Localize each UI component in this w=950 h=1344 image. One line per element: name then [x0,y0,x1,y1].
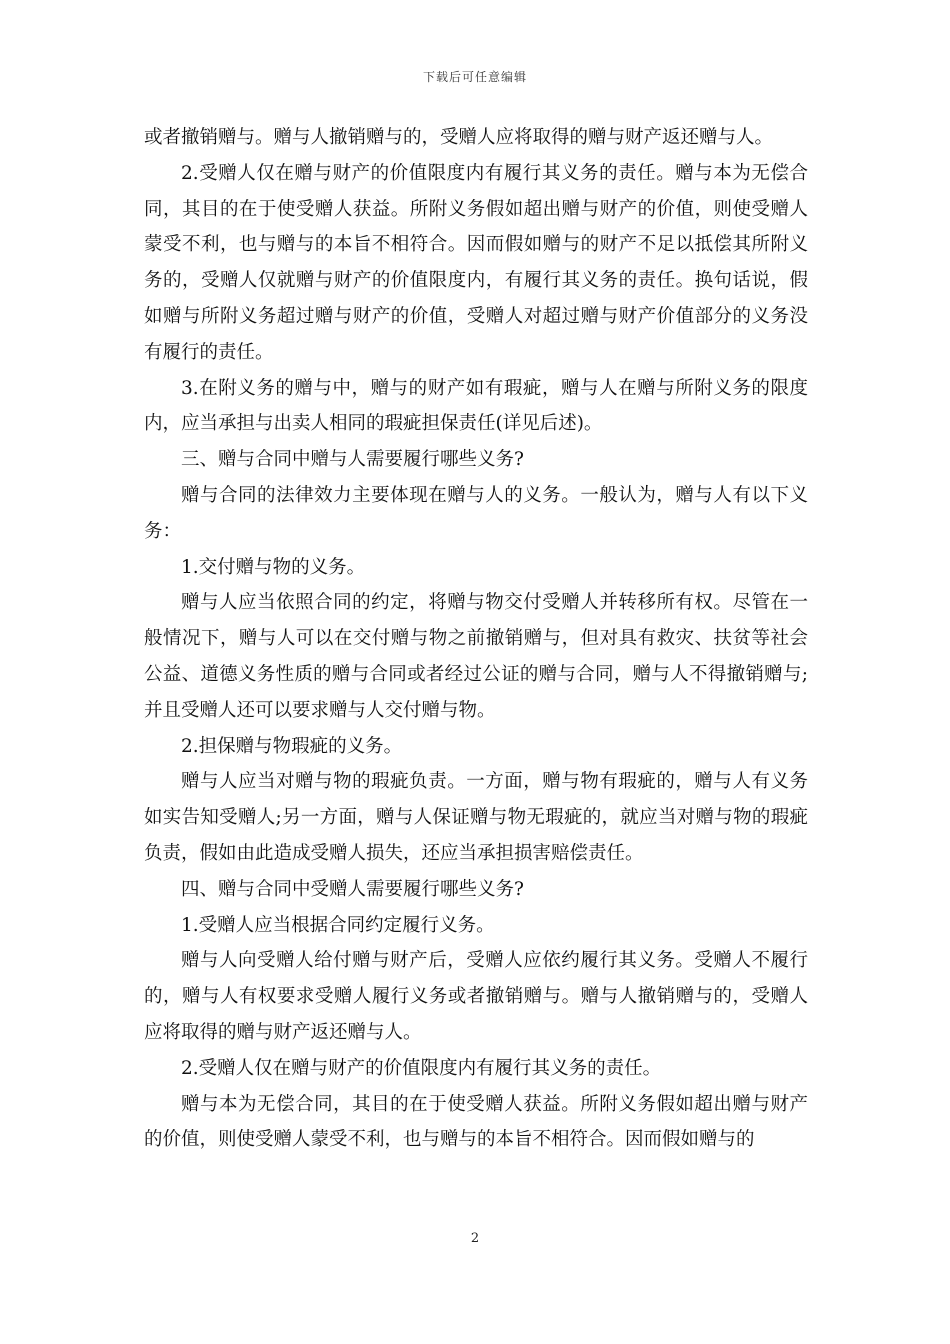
paragraph: 赠与本为无偿合同，其目的在于使受赠人获益。所附义务假如超出赠与财产的价值，则使受赠人蒙受不利，也与赠与的本旨不相符合。因而假如赠与的 [144,1093,808,1151]
list-item-heading: 1.受赠人应当根据合同约定履行义务。 [181,914,495,936]
paragraph: 赠与合同的法律效力主要体现在赠与人的义务。一般认为，赠与人有以下义务： [144,484,808,542]
page-number: 2 [470,1231,480,1246]
paragraph: 赠与人应当对赠与物的瑕疵负责。一方面，赠与物有瑕疵的，赠与人有义务如实告知受赠人;另一方面，赠与人保证赠与物无瑕疵的，就应当对赠与物的瑕疵负责，假如由此造成受赠人损失，还应当承担损害赔偿责任。 [144,771,808,864]
section-heading: 三、赠与合同中赠与人需要履行哪些义务? [181,449,524,471]
paragraph: 2.受赠人仅在赠与财产的价值限度内有履行其义务的责任。赠与本为无偿合同，其目的在于使受赠人获益。所附义务假如超出赠与财产的价值，则使受赠人蒙受不利，也与赠与的本旨不相符合。因而假如赠与的财产不足以抵偿其所附义务的，受赠人仅就赠与财产的价值限度内，有履行其义务的责任。换句话说，假如赠与所附义务超过赠与财产的价值，受赠人对超过赠与财产价值部分的义务没有履行的责任。 [144,162,808,363]
list-item-heading: 1.交付赠与物的义务。 [181,556,366,578]
paragraph: 或者撤销赠与。赠与人撤销赠与的，受赠人应将取得的赠与财产返还赠与人。 [144,127,774,148]
list-item-heading: 2.担保赠与物瑕疵的义务。 [181,735,403,757]
section-heading: 四、赠与合同中受赠人需要履行哪些义务? [181,878,524,900]
page-header: 下载后可任意编辑 [422,70,527,84]
paragraph: 赠与人应当依照合同的约定，将赠与物交付受赠人并转移所有权。尽管在一般情况下，赠与人可以在交付赠与物之前撤销赠与，但对具有救灾、扶贫等社会公益、道德义务性质的赠与合同或者经过公证的赠与合同，赠与人不得撤销赠与;并且受赠人还可以要求赠与人交付赠与物。 [144,592,808,721]
document-body [144,120,808,1158]
list-item-heading: 2.受赠人仅在赠与财产的价值限度内有履行其义务的责任。 [181,1057,662,1079]
paragraph: 赠与人向受赠人给付赠与财产后，受赠人应依约履行其义务。受赠人不履行的，赠与人有权要求受赠人履行义务或者撤销赠与。赠与人撤销赠与的，受赠人应将取得的赠与财产返还赠与人。 [144,950,808,1043]
paragraph: 3.在附义务的赠与中，赠与的财产如有瑕疵，赠与人在赠与所附义务的限度内，应当承担与出卖人相同的瑕疵担保责任(详见后述)。 [144,377,808,435]
